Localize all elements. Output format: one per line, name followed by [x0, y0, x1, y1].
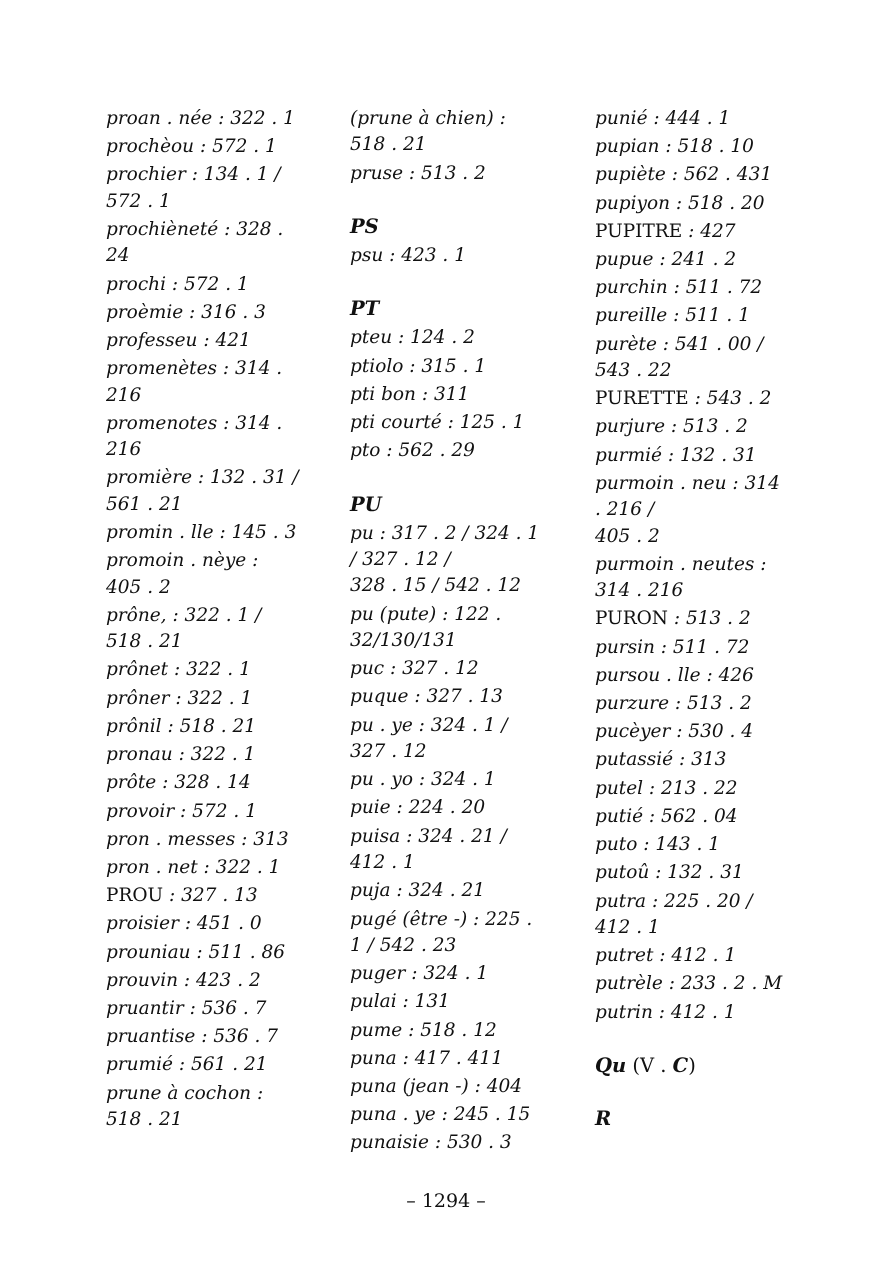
entry-line: pupiète : 562 . 431	[595, 164, 773, 186]
index-entry	[350, 1102, 544, 1128]
index-entry	[106, 968, 300, 994]
entry-line: pu . ye : 324 . 1 /	[350, 714, 508, 736]
entry-line: 327 . 12	[350, 741, 427, 763]
entry-line: punié : 444 . 1	[595, 108, 731, 129]
entry-line: promoin . nèye :	[106, 550, 259, 572]
index-entry	[350, 1046, 544, 1072]
entry-line: prochièneté : 328 .	[106, 219, 284, 241]
section-heading-r: R	[595, 1106, 612, 1130]
index-entry-uppercase	[595, 386, 789, 412]
index-entry	[350, 1018, 544, 1044]
index-entry	[106, 328, 300, 354]
index-entry	[350, 521, 544, 600]
index-entry	[595, 414, 789, 440]
index-entry	[106, 162, 300, 215]
index-entry	[106, 272, 300, 298]
index-entry	[350, 767, 544, 793]
index-entry	[106, 996, 300, 1022]
entry-line: pto : 562 . 29	[350, 440, 475, 462]
entry-line: 412 . 1	[350, 852, 415, 874]
entry-line: 1 / 542 . 23	[350, 934, 457, 956]
entry-line: pume : 518 . 12	[350, 1019, 497, 1041]
entry-line: purzure : 513 . 2	[595, 693, 752, 715]
entry-line: pulai : 131	[350, 991, 450, 1013]
index-entry	[595, 832, 789, 858]
entry-line: puque : 327 . 13	[350, 686, 503, 708]
entry-line: puna . ye : 245 . 15	[350, 1104, 531, 1126]
entry-line: putel : 213 . 22	[595, 777, 738, 799]
entry-line: prônil : 518 . 21	[106, 715, 257, 737]
entry-line: puto : 143 . 1	[595, 834, 721, 856]
index-entry	[595, 663, 789, 689]
index-entry	[595, 247, 789, 273]
index-entry	[595, 889, 789, 942]
entry-line: pucèyer : 530 . 4	[595, 721, 754, 743]
entry-line: prônet : 322 . 1	[106, 659, 251, 681]
entry-line: putrèle : 233 . 2 . M	[595, 973, 783, 995]
entry-line: pureille : 511 . 1	[595, 305, 750, 327]
entry-line: pursin : 511 . 72	[595, 636, 750, 658]
entry-line: 518 . 21	[350, 134, 427, 156]
entry-line: pursou . lle : 426	[595, 664, 754, 686]
index-entry	[106, 411, 300, 464]
entry-line: pu : 317 . 2 / 324 . 1	[350, 522, 540, 544]
entry-line: purmoin . neutes :	[595, 553, 767, 575]
entry-line: puna : 417 . 411	[350, 1047, 503, 1069]
index-entry	[595, 943, 789, 969]
heading-qu-label: Qu	[595, 1053, 627, 1077]
index-entry	[595, 443, 789, 469]
entry-line: purmié : 132 . 31	[595, 444, 757, 466]
entry-line: purète : 541 . 00 /	[595, 333, 764, 355]
index-entry	[595, 747, 789, 773]
entry-line: 405 . 2	[595, 525, 660, 547]
entry-line: 518 . 21	[106, 1108, 183, 1130]
entry-line: putret : 412 . 1	[595, 945, 737, 967]
index-entry	[595, 860, 789, 886]
entry-word: PUPITRE	[595, 220, 683, 242]
entry-line: putassié : 313	[595, 749, 727, 771]
index-entry	[350, 438, 544, 464]
entry-ref: : 327 . 13	[163, 885, 258, 907]
index-entry	[350, 961, 544, 987]
entry-line: promenotes : 314 .	[106, 412, 283, 434]
entry-line: 561 . 21	[106, 493, 183, 515]
index-entry	[595, 635, 789, 661]
entry-line: pupue : 241 . 2	[595, 249, 737, 271]
entry-line: prochi : 572 . 1	[106, 273, 249, 295]
entry-line: pu (pute) : 122 .	[350, 603, 502, 625]
index-entry	[106, 356, 300, 409]
index-entry	[106, 855, 300, 881]
entry-line: puna (jean -) : 404	[350, 1075, 523, 1097]
entry-ref: : 543 . 2	[688, 388, 772, 410]
entry-line: pu . yo : 324 . 1	[350, 769, 496, 791]
index-entry	[595, 162, 789, 188]
entry-word: PROU	[106, 885, 164, 907]
entry-line: professeu : 421	[106, 330, 251, 352]
index-column-2	[350, 106, 544, 1159]
entry-line: prochier : 134 . 1 /	[106, 164, 281, 186]
section-heading-pt: PT	[350, 297, 380, 321]
index-entry	[350, 354, 544, 380]
section-heading-ps: PS	[350, 215, 379, 239]
index-entry	[350, 1130, 544, 1156]
index-entry	[106, 827, 300, 853]
index-column-3	[595, 106, 789, 1135]
index-entry	[106, 1052, 300, 1078]
index-entry	[106, 134, 300, 160]
entry-line: prouniau : 511 . 86	[106, 941, 286, 963]
entry-line: purchin : 511 . 72	[595, 277, 763, 299]
entry-line: prôner : 322 . 1	[106, 687, 253, 709]
index-entry	[350, 410, 544, 436]
index-entry	[350, 656, 544, 682]
index-entry	[350, 161, 544, 187]
entry-line: 405 . 2	[106, 576, 171, 598]
entry-line: 518 . 21	[106, 631, 183, 653]
entry-line: 572 . 1	[106, 190, 171, 212]
entry-ref: : 427	[682, 220, 736, 242]
entry-line: proèmie : 316 . 3	[106, 301, 266, 323]
index-entry	[350, 878, 544, 904]
index-entry	[350, 795, 544, 821]
index-entry	[106, 1024, 300, 1050]
index-entry	[106, 520, 300, 546]
entry-line: pruantir : 536 . 7	[106, 997, 267, 1019]
index-entry	[350, 106, 544, 159]
entry-line: putrin : 412 . 1	[595, 1001, 736, 1023]
entry-line: puisa : 324 . 21 /	[350, 825, 507, 847]
index-entry	[106, 686, 300, 712]
entry-line: pti bon : 311	[350, 383, 470, 405]
entry-line: 543 . 22	[595, 360, 672, 382]
index-entry	[106, 106, 300, 132]
index-entry	[106, 603, 300, 656]
index-entry	[595, 191, 789, 217]
entry-line: prôte : 328 . 14	[106, 772, 251, 794]
section-heading-pu: PU	[350, 492, 382, 516]
index-entry	[106, 1081, 300, 1134]
section-heading-qu	[595, 1053, 789, 1079]
index-entry	[350, 907, 544, 960]
entry-line: purmoin . neu : 314	[595, 472, 780, 494]
index-entry-uppercase	[595, 606, 789, 632]
entry-line: pteu : 124 . 2	[350, 327, 475, 349]
index-entry	[106, 940, 300, 966]
index-entry	[106, 911, 300, 937]
entry-line: pupiyon : 518 . 20	[595, 192, 765, 214]
entry-line: 24	[106, 245, 130, 267]
page-number: – 1294 –	[406, 1190, 486, 1212]
entry-line: 216	[106, 384, 142, 406]
index-entry	[595, 303, 789, 329]
index-entry	[106, 799, 300, 825]
index-entry	[595, 776, 789, 802]
index-entry	[350, 243, 544, 269]
index-entry	[595, 275, 789, 301]
entry-line: proisier : 451 . 0	[106, 913, 262, 935]
heading-qu-c: C	[672, 1053, 689, 1077]
index-entry	[106, 465, 300, 518]
entry-line: prouvin : 423 . 2	[106, 969, 261, 991]
index-entry	[595, 106, 789, 132]
entry-line: (prune à chien) :	[350, 108, 506, 129]
index-entry	[350, 684, 544, 710]
entry-line: pron . messes : 313	[106, 828, 289, 850]
entry-line: pruantise : 536 . 7	[106, 1026, 279, 1048]
entry-line: puie : 224 . 20	[350, 797, 486, 819]
entry-line: putra : 225 . 20 /	[595, 890, 753, 912]
entry-line: ptiolo : 315 . 1	[350, 355, 487, 377]
index-entry	[350, 602, 544, 655]
entry-line: puja : 324 . 21	[350, 880, 486, 902]
entry-line: pronau : 322 . 1	[106, 744, 256, 766]
index-entry	[106, 742, 300, 768]
entry-line: / 327 . 12 /	[350, 549, 451, 571]
entry-line: purjure : 513 . 2	[595, 416, 748, 438]
entry-line: prochèou : 572 . 1	[106, 136, 277, 158]
index-entry	[350, 1074, 544, 1100]
entry-line: puger : 324 . 1	[350, 963, 489, 985]
entry-line: pupian : 518 . 10	[595, 136, 754, 158]
entry-line: pruse : 513 . 2	[350, 162, 486, 184]
entry-line: pti courté : 125 . 1	[350, 412, 525, 434]
index-entry	[595, 804, 789, 830]
entry-line: pugé (être -) : 225 .	[350, 908, 533, 930]
index-entry	[350, 325, 544, 351]
index-entry	[595, 134, 789, 160]
index-entry	[106, 300, 300, 326]
entry-line: 32/130/131	[350, 630, 457, 652]
index-entry	[595, 691, 789, 717]
index-entry	[106, 714, 300, 740]
index-entry	[595, 332, 789, 385]
index-entry-uppercase	[595, 219, 789, 245]
entry-line: 328 . 15 / 542 . 12	[350, 575, 521, 597]
index-entry	[595, 471, 789, 550]
entry-line: promin . lle : 145 . 3	[106, 522, 297, 544]
entry-line: . 216 /	[595, 499, 655, 521]
entry-line: 216	[106, 439, 142, 461]
entry-line: putié : 562 . 04	[595, 805, 738, 827]
index-entry	[595, 719, 789, 745]
index-entry	[595, 1000, 789, 1026]
entry-line: pron . net : 322 . 1	[106, 856, 281, 878]
index-entry	[350, 382, 544, 408]
index-entry	[106, 217, 300, 270]
entry-line: psu : 423 . 1	[350, 245, 466, 267]
entry-ref: : 513 . 2	[668, 608, 751, 630]
entry-line: prune à cochon :	[106, 1082, 264, 1104]
entry-line: 314 . 216	[595, 580, 684, 602]
entry-line: promière : 132 . 31 /	[106, 467, 299, 489]
index-column-1	[106, 106, 300, 1135]
entry-line: punaisie : 530 . 3	[350, 1132, 512, 1154]
entry-line: 412 . 1	[595, 916, 660, 938]
index-entry	[106, 770, 300, 796]
entry-line: prumié : 561 . 21	[106, 1054, 268, 1076]
entry-line: puc : 327 . 12	[350, 658, 479, 680]
index-entry	[595, 552, 789, 605]
index-entry	[350, 989, 544, 1015]
entry-word: PURON	[595, 608, 668, 630]
heading-qu-paren-open: (V .	[626, 1053, 673, 1077]
entry-word: PURETTE	[595, 388, 689, 410]
entry-line: promenètes : 314 .	[106, 358, 283, 380]
entry-line: prône, : 322 . 1 /	[106, 604, 262, 626]
heading-qu-paren-close: )	[688, 1053, 696, 1077]
index-entry	[350, 713, 544, 766]
entry-line: proan . née : 322 . 1	[106, 108, 295, 129]
index-entry	[106, 657, 300, 683]
index-entry	[595, 971, 789, 997]
entry-line: provoir : 572 . 1	[106, 800, 257, 822]
index-entry	[350, 824, 544, 877]
index-entry	[106, 548, 300, 601]
entry-line: putoû : 132 . 31	[595, 862, 744, 884]
index-entry-uppercase	[106, 883, 300, 909]
